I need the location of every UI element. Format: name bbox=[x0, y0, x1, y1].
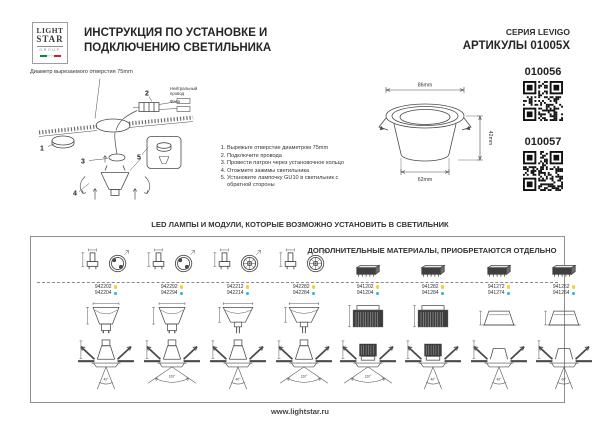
mr16-drawing bbox=[214, 298, 262, 338]
article-numbers bbox=[488, 284, 510, 297]
dim-bottom: 62mm bbox=[417, 177, 433, 183]
article-line bbox=[553, 290, 575, 296]
article-line bbox=[95, 290, 117, 296]
cool-white-dot bbox=[441, 292, 445, 296]
flat-drawing bbox=[540, 298, 588, 338]
module-column-3 bbox=[468, 241, 530, 394]
gu10-drawing bbox=[82, 298, 130, 338]
install-step: 5. Установите лампочку GU10 в светильник с обратной стороны bbox=[227, 175, 345, 189]
warm-white-dot bbox=[572, 285, 576, 289]
article-code: 942282 bbox=[292, 284, 310, 290]
article-code: 942214 bbox=[226, 290, 244, 297]
compatibility-box bbox=[30, 236, 570, 403]
dim-top: 86mm bbox=[417, 82, 433, 89]
part-label-5: 5 bbox=[137, 154, 141, 162]
neutral-wire-label: Нейтральный провод bbox=[170, 86, 198, 96]
led-module-icon bbox=[414, 241, 452, 279]
article-line bbox=[357, 290, 379, 296]
logo-word-group: GROUP bbox=[39, 48, 61, 52]
installed-cross-section bbox=[468, 338, 530, 394]
gu10-drawing bbox=[148, 298, 196, 338]
warm-white-dot bbox=[114, 285, 118, 289]
qr-code-icon bbox=[523, 151, 563, 191]
part-label-4: 4 bbox=[73, 190, 77, 198]
install-steps bbox=[218, 145, 345, 190]
article-code: 941202 bbox=[356, 284, 374, 290]
lightstar-logo bbox=[32, 22, 68, 64]
article-code: 941284 bbox=[421, 290, 439, 297]
article-code: 941262 bbox=[552, 284, 570, 290]
article-line bbox=[161, 290, 183, 296]
installed-cross-section bbox=[207, 338, 269, 394]
part-label-1: 1 bbox=[40, 145, 44, 153]
svg-text:120°: 120° bbox=[168, 374, 176, 379]
module-column-2 bbox=[402, 241, 464, 394]
article-numbers bbox=[227, 284, 249, 297]
installed-cross-section bbox=[337, 338, 399, 394]
article-numbers bbox=[357, 284, 379, 297]
led-module-icon bbox=[480, 241, 518, 279]
cool-white-dot bbox=[312, 292, 316, 296]
lamp-column-1 bbox=[75, 241, 137, 394]
heatsink-drawing bbox=[344, 298, 392, 338]
installed-cross-section bbox=[402, 338, 464, 394]
cool-white-dot bbox=[246, 292, 250, 296]
lamp-views-icon bbox=[211, 241, 265, 279]
qr-column bbox=[521, 66, 565, 191]
svg-text:120°: 120° bbox=[300, 374, 308, 379]
install-step: 3. Провести патрон через установочное кольцо bbox=[227, 160, 345, 167]
article-numbers bbox=[553, 284, 575, 297]
lamp-column-2 bbox=[141, 241, 203, 394]
article-line bbox=[488, 290, 510, 296]
heatsink-drawing bbox=[409, 298, 457, 338]
install-step: 4. Отожмите зажимы светильника bbox=[227, 168, 345, 175]
article-code: 941264 bbox=[552, 290, 570, 297]
warm-white-dot bbox=[312, 285, 316, 289]
svg-text:40°: 40° bbox=[430, 377, 436, 382]
article-code: 941282 bbox=[421, 284, 439, 290]
warm-white-dot bbox=[180, 285, 184, 289]
installed-cross-section bbox=[141, 338, 203, 394]
article-code: 942212 bbox=[226, 284, 244, 290]
lamp-views-icon bbox=[145, 241, 199, 279]
svg-text:40°: 40° bbox=[496, 377, 502, 382]
qr-code-icon bbox=[523, 81, 563, 121]
website-url: www.lightstar.ru bbox=[270, 407, 330, 416]
install-step: 1. Вырежьте отверстие диаметром 75mm bbox=[227, 145, 345, 152]
cool-white-dot bbox=[572, 292, 576, 296]
module-column-4 bbox=[533, 241, 595, 394]
article-code: 942202 bbox=[94, 284, 112, 290]
series-name: СЕРИЯ LEVIGO bbox=[505, 27, 570, 37]
article-line bbox=[422, 290, 444, 296]
svg-text:40°: 40° bbox=[235, 377, 241, 382]
article-code: 942292 bbox=[160, 284, 178, 290]
additional-materials-title: ДОПОЛНИТЕЛЬНЫЕ МАТЕРИАЛЫ, ПРИОБРЕТАЮТСЯ ОТДЕЛЬНО bbox=[307, 246, 557, 255]
warm-white-dot bbox=[376, 285, 380, 289]
part-label-2: 2 bbox=[145, 90, 149, 98]
installed-cross-section bbox=[273, 338, 335, 394]
article-numbers bbox=[161, 284, 183, 297]
article-numbers bbox=[422, 284, 444, 297]
article-number: 010057 bbox=[524, 136, 562, 148]
compatible-lamps-title: LED ЛАМПЫ И МОДУЛИ, КОТОРЫЕ ВОЗМОЖНО УСТАНОВИТЬ В СВЕТИЛЬНИК bbox=[151, 220, 449, 229]
installed-cross-section bbox=[533, 338, 595, 394]
articles-code: АРТИКУЛЫ 01005X bbox=[462, 40, 570, 52]
warm-white-dot bbox=[246, 285, 250, 289]
warm-white-dot bbox=[441, 285, 445, 289]
article-numbers bbox=[293, 284, 315, 297]
page-title-line1: ИНСТРУКЦИЯ ПО УСТАНОВКЕ И bbox=[84, 27, 268, 39]
article-code: 941272 bbox=[487, 284, 505, 290]
logo-word-star: STAR bbox=[36, 34, 64, 44]
article-line bbox=[227, 290, 249, 296]
logo-divider bbox=[37, 46, 63, 47]
lamp-column-4 bbox=[273, 241, 335, 394]
qr-item-2 bbox=[521, 136, 565, 191]
cool-white-dot bbox=[114, 292, 118, 296]
page-title-line2: ПОДКЛЮЧЕНИЮ СВЕТИЛЬНИКА bbox=[84, 42, 272, 54]
article-number: 010056 bbox=[524, 66, 562, 78]
article-code: 942284 bbox=[292, 290, 310, 297]
article-code: 942294 bbox=[160, 290, 178, 297]
logo-word-light: LIGHT bbox=[36, 26, 64, 35]
article-code: 941204 bbox=[356, 290, 374, 297]
flat-drawing bbox=[475, 298, 523, 338]
hole-diameter-note: Диаметр вырезаемого отверстия 75mm bbox=[30, 69, 133, 75]
lamp-views-icon bbox=[277, 241, 331, 279]
lamp-views-icon bbox=[79, 241, 133, 279]
svg-text:60°: 60° bbox=[561, 377, 567, 382]
series-block bbox=[340, 27, 570, 52]
cool-white-dot bbox=[376, 292, 380, 296]
install-step: 2. Подключите провода bbox=[227, 153, 345, 160]
cool-white-dot bbox=[180, 292, 184, 296]
mr16-drawing bbox=[280, 298, 328, 338]
installed-cross-section bbox=[75, 338, 137, 394]
lamp-column-3 bbox=[207, 241, 269, 394]
module-column-1 bbox=[337, 241, 399, 394]
article-line bbox=[293, 290, 315, 296]
led-module-icon bbox=[349, 241, 387, 279]
italy-flag-icon bbox=[33, 55, 67, 59]
phase-wire-label: Фаза bbox=[170, 99, 180, 104]
footer bbox=[0, 407, 600, 416]
fixture-dimensions-drawing bbox=[368, 80, 495, 193]
article-code: 942204 bbox=[94, 290, 112, 297]
qr-item-1 bbox=[521, 66, 565, 121]
part-label-3: 3 bbox=[81, 158, 85, 166]
article-numbers bbox=[95, 284, 117, 297]
svg-text:120°: 120° bbox=[364, 374, 372, 379]
article-code: 941274 bbox=[487, 290, 505, 297]
page-title bbox=[84, 26, 271, 56]
warm-white-dot bbox=[507, 285, 511, 289]
led-module-icon bbox=[545, 241, 583, 279]
cool-white-dot bbox=[507, 292, 511, 296]
svg-text:40°: 40° bbox=[103, 377, 109, 382]
dim-side: 42mm bbox=[487, 130, 493, 146]
